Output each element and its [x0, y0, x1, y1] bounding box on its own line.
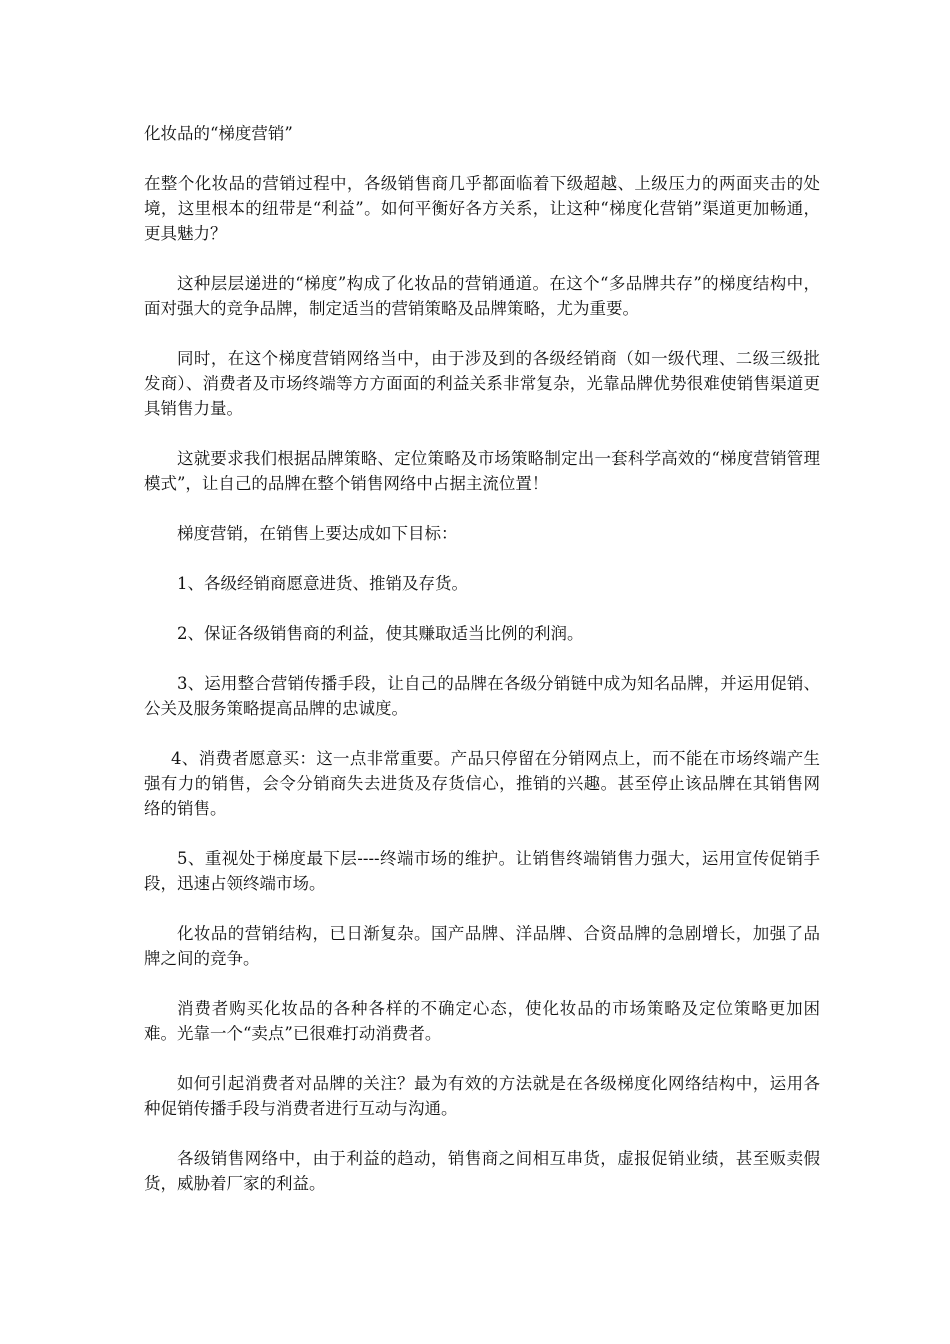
- paragraph: 梯度营销，在销售上要达成如下目标：: [177, 524, 458, 543]
- paragraph: 这种层层递进的“梯度”构成了化妆品的营销通道。在这个“多品牌共存”的梯度结构中，面对强大的竞争品牌，制定适当的营销策略及品牌策略，尤为重要。: [144, 274, 820, 318]
- document-body: [144, 121, 820, 1221]
- document-title: 化妆品的“梯度营销”: [144, 124, 293, 143]
- paragraph: 同时，在这个梯度营销网络当中，由于涉及到的各级经销商（如一级代理、二级三级批发商）、消费者及市场终端等方方面面的利益关系非常复杂，光靠品牌优势很难使销售渠道更具销售力量。: [144, 349, 820, 418]
- paragraph: 各级销售网络中，由于利益的趋动，销售商之间相互串货，虚报促销业绩，甚至贩卖假货，威胁着厂家的利益。: [144, 1149, 820, 1193]
- paragraph: 化妆品的营销结构，已日渐复杂。国产品牌、洋品牌、合资品牌的急剧增长，加强了品牌之间的竞争。: [144, 924, 820, 968]
- list-item: 3、运用整合营销传播手段，让自己的品牌在各级分销链中成为知名品牌，并运用促销、公关及服务策略提高品牌的忠诚度。: [144, 674, 820, 718]
- list-item: 1、各级经销商愿意进货、推销及存货。: [177, 574, 468, 593]
- list-item: 5、重视处于梯度最下层----终端市场的维护。让销售终端销售力强大，运用宣传促销手段，迅速占领终端市场。: [144, 849, 820, 893]
- list-item: 4、消费者愿意买：这一点非常重要。产品只停留在分销网点上，而不能在市场终端产生强有力的销售，会令分销商失去进货及存货信心，推销的兴趣。甚至停止该品牌在其销售网络的销售。: [144, 749, 820, 818]
- paragraph: 消费者购买化妆品的各种各样的不确定心态，使化妆品的市场策略及定位策略更加困难。光靠一个“卖点”已很难打动消费者。: [144, 999, 820, 1043]
- paragraph-intro: 在整个化妆品的营销过程中，各级销售商几乎都面临着下级超越、上级压力的两面夹击的处境，这里根本的纽带是“利益”。如何平衡好各方关系，让这种“梯度化营销”渠道更加畅通，更具魅力？: [144, 174, 820, 243]
- list-item: 2、保证各级销售商的利益，使其赚取适当比例的利润。: [177, 624, 584, 643]
- paragraph: 这就要求我们根据品牌策略、定位策略及市场策略制定出一套科学高效的“梯度营销管理模式”，让自己的品牌在整个销售网络中占据主流位置！: [144, 449, 820, 493]
- paragraph: 如何引起消费者对品牌的关注？最为有效的方法就是在各级梯度化网络结构中，运用各种促销传播手段与消费者进行互动与沟通。: [144, 1074, 820, 1118]
